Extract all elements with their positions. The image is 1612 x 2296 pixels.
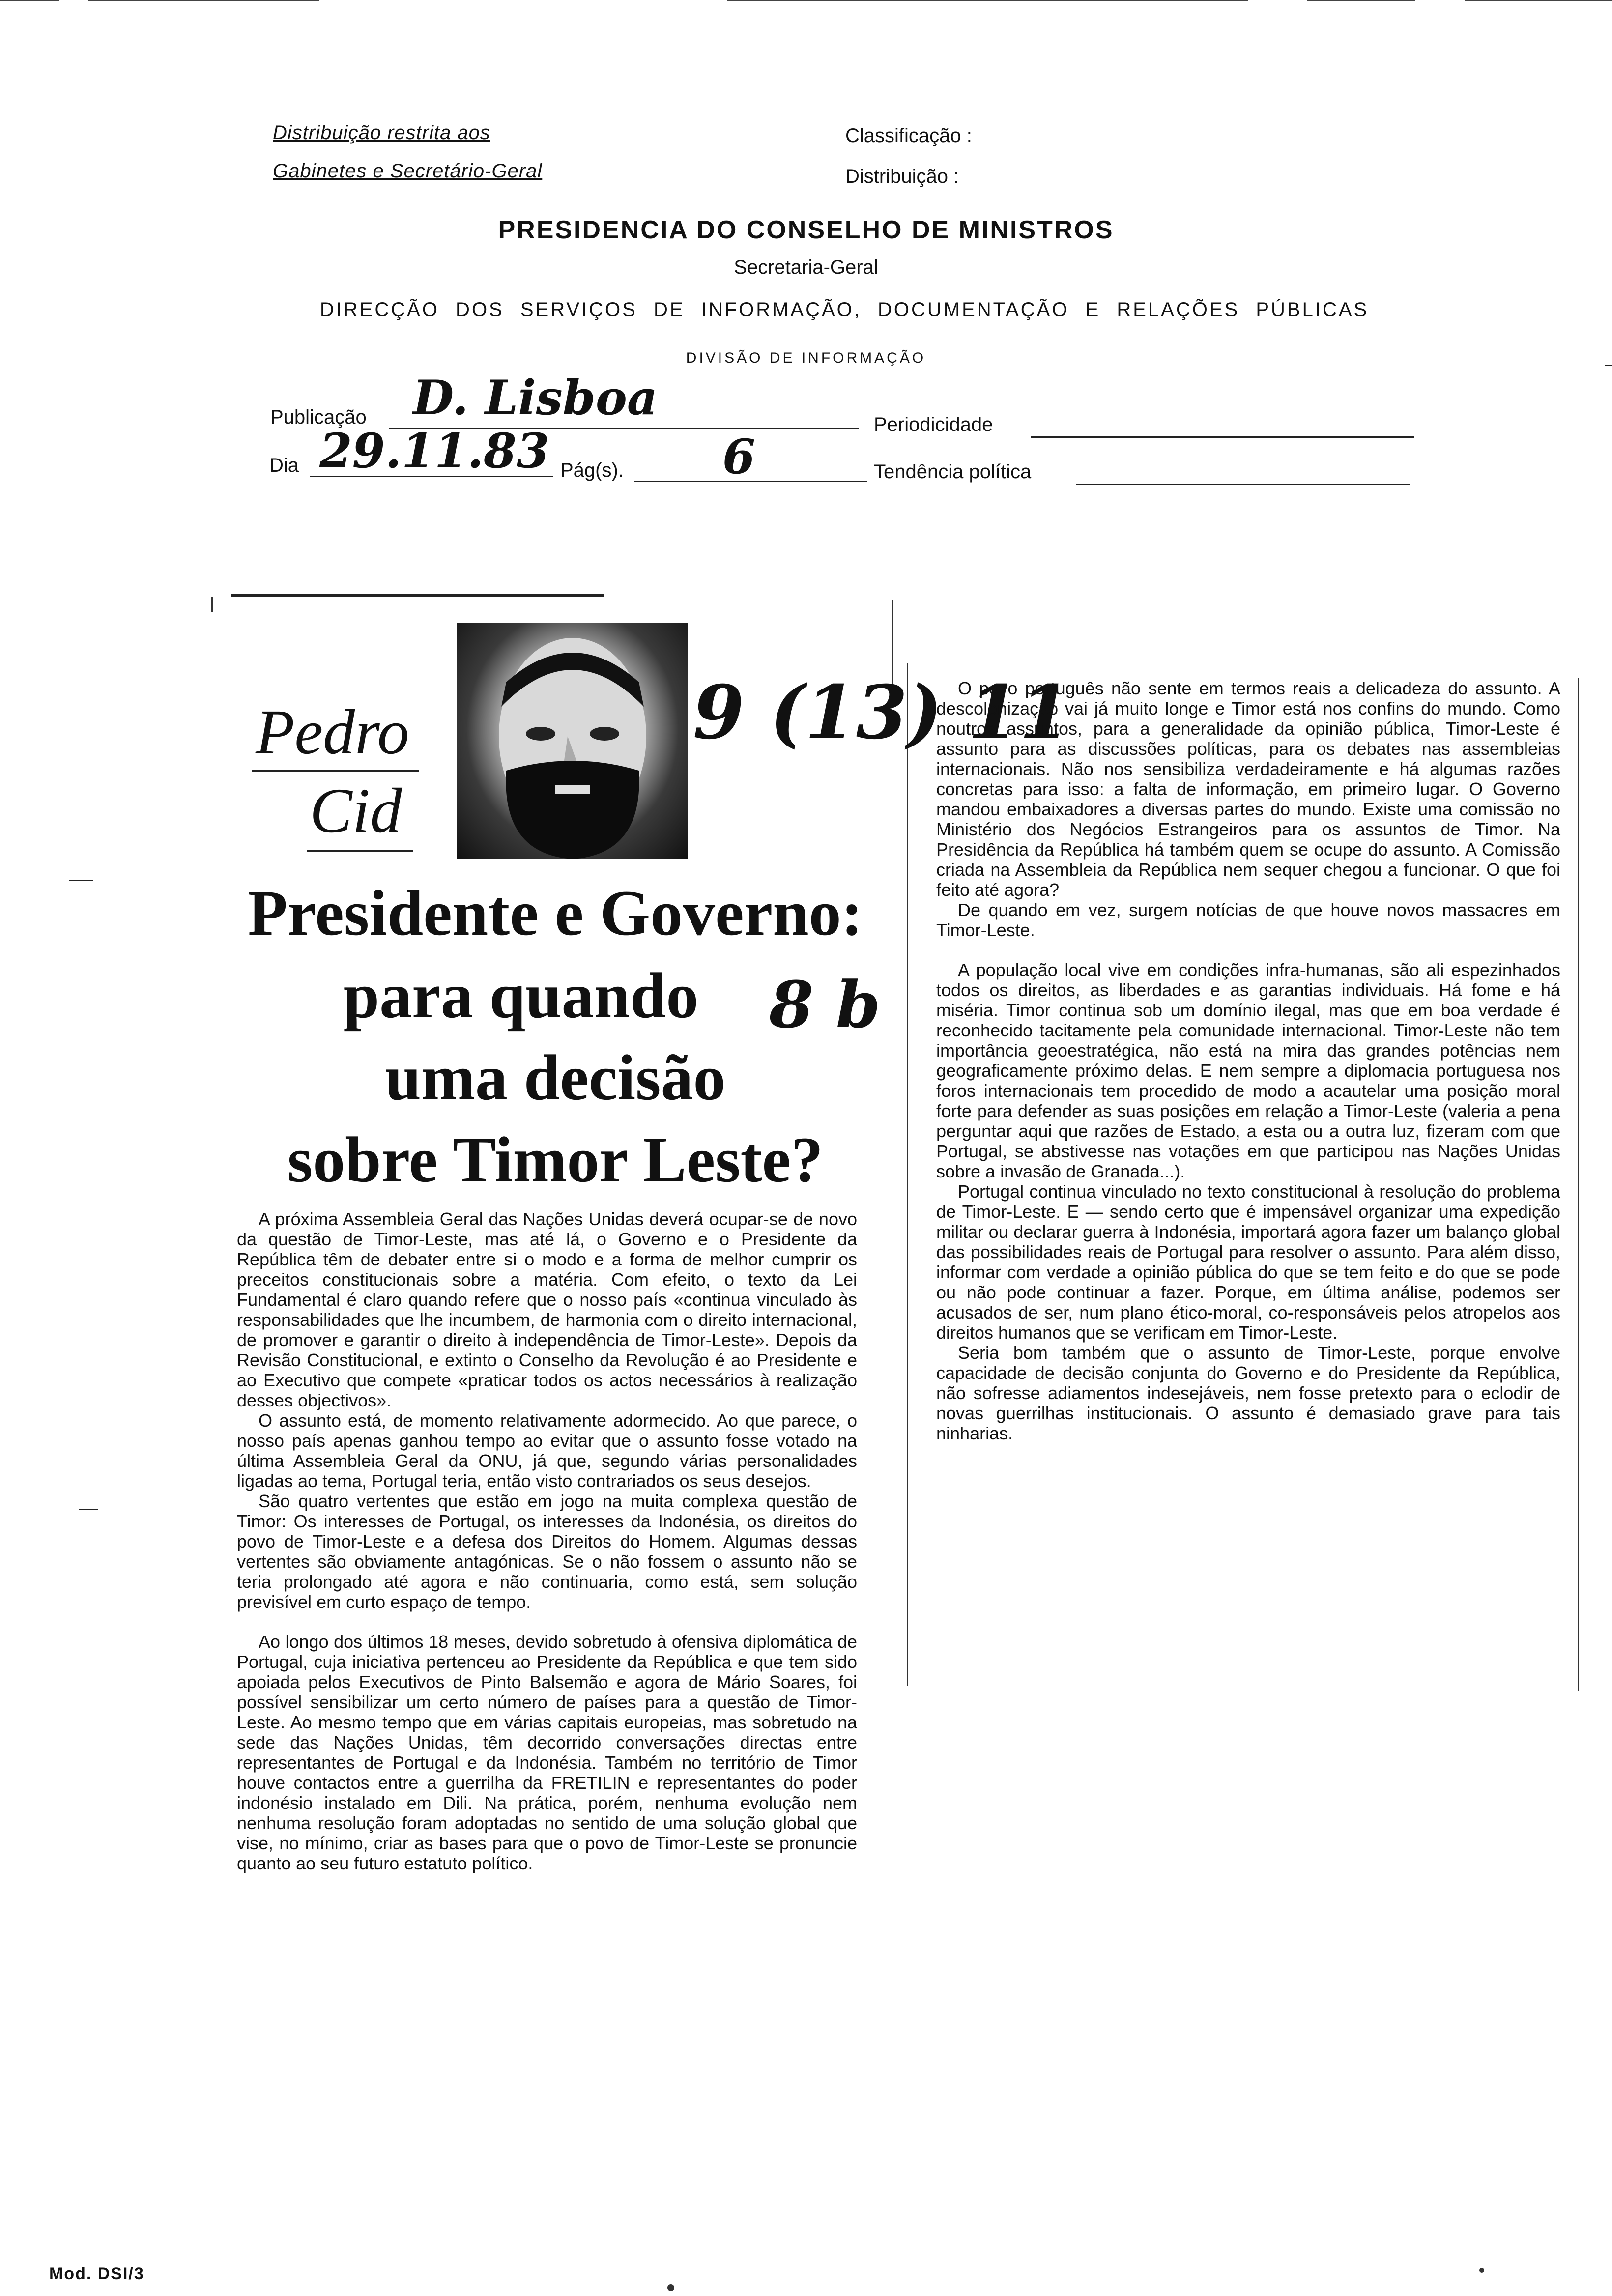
headline-line-2: para quando (343, 959, 699, 1032)
edge-mark (0, 0, 59, 1)
article-paragraph: Seria bom também que o assunto de Timor-Leste, porque envolve capacidade de decisão conjunta do Governo e do Presidente da República, não sofresse adiamentos indesejáveis, nem fosse pretexto para o eclodir de novas guerrilhas institucionais. O assunto é demasiado grave para tais ninharias. (936, 1343, 1560, 1443)
right-edge-rule (1578, 678, 1579, 1691)
margin-mark (1605, 365, 1612, 366)
periodicidade-field-line (1031, 436, 1414, 438)
publicacao-label: Publicação (270, 406, 367, 428)
author-portrait-drawing (457, 623, 688, 859)
article-top-rule (231, 594, 604, 597)
tendencia-label: Tendência política (874, 461, 1032, 483)
handwritten-annotation-headline: 8 b (769, 967, 881, 1042)
author-last-name: Cid (310, 775, 402, 846)
article-paragraph: De quando em vez, surgem notícias de que houve novos massacres em Timor-Leste. (936, 900, 1560, 940)
author-first-name: Pedro (256, 697, 409, 768)
article-paragraph: A próxima Assembleia Geral das Nações Unidas deverá ocupar-se de novo da questão de Timor-Leste, mas até lá, o Governo e o Presidente da República têm de debater entre si o modo e a forma de melhor cumprir os preceitos constitucionais sobre a matéria. Com efeito, o texto da Lei Fundamental é claro quando refere que o nosso país «continua vinculado às responsabilidades que lhe incumbem, de harmonia com o direito internacional, de promover e garantir o direito à independência de Timor-Leste». Depois da Revisão Constitucional, e extinto o Conselho da Revolução é ao Presidente e ao Executivo que compete «praticar todos os actos necessários à realização desses objectivos». (237, 1209, 857, 1410)
edge-mark (1465, 0, 1612, 1)
margin-mark (69, 880, 93, 881)
article-paragraph: Ao longo dos últimos 18 meses, devido sobretudo à ofensiva diplomática de Portugal, cuja iniciativa pertenceu ao Presidente da República e que tem sido apoiada pelos Executivos de Pinto Balsemão e agora de Mário Soares, foi possível sensibilizar um certo número de países para a questão de Timor-Leste. Ao mesmo tempo que em várias capitais europeias, mas sobretudo na sede das Nações Unidas, têm decorrido conversações directas entre representantes de Portugal e da Indonésia. Também no território de Timor houve contactos entre a guerrilha da FRETILIN e representantes do poder indonésio instalado em Dili. Na prática, porém, nenhuma evolução nem nenhuma resolução foram adoptadas no sentido de uma solução global que vise, no mínimo, criar as bases para que o povo de Timor-Leste se pronuncie quanto ao seu futuro estatuto político. (237, 1632, 857, 1873)
pags-handwritten-value: 6 (722, 429, 755, 485)
form-model-code: Mod. DSI/3 (49, 2265, 144, 2283)
edge-mark (1307, 0, 1415, 1)
margin-mark (79, 1509, 98, 1510)
direccao-servicos: DIRECÇÃO DOS SERVIÇOS DE INFORMAÇÃO, DOCUMENTAÇÃO E RELAÇÕES PÚBLICAS (319, 299, 1369, 320)
author-rule-2 (307, 850, 413, 852)
publicacao-handwritten-value: D. Lisboa (413, 370, 658, 426)
distribution-restricted-line1: Distribuição restrita aos (273, 122, 490, 144)
presidencia-title: PRESIDENCIA DO CONSELHO DE MINISTROS (498, 216, 1114, 244)
article-paragraph: A população local vive em condições infra-humanas, são ali espezinhados todos os direitos, as liberdades e as garantias individuais. Há fome e há miséria. Timor continua sob um domínio ilegal, mas que em boa verdade é reconhecido tacitamente pela comunidade internacional. Timor-Leste não tem importância geoestratégica, não está na mira das grandes potências nem geograficamente próximo delas. E nem sempre a diplomacia portuguesa nos foros internacionais tem procedido de modo a acautelar uma posição moral forte para defender as suas posições em relação a Timor-Leste (valeria a pena perguntar aqui que razões de Estado, a esta ou a outra luz, fizeram com que Portugal, se abstivesse nas votações em que participou nas Nações Unidas sobre a invasão de Granada...). (936, 960, 1560, 1181)
article-paragraph: Portugal continua vinculado no texto constitucional à resolução do problema de Timor-Leste. E — sendo certo que é impensável organizar uma expedição militar ou declarar guerra à Indonésia, importará agora fazer um balanço global das possibilidades reais de Portugal para resolver o assunto. Para além disso, informar com verdade a opinião pública do que se tem feito e do que se pode ou não pode continuar a fazer. Porque, em última análise, podemos ser acusados de ser, num plano ético-moral, co-responsáveis pelos atropelos aos direitos humanos que se verificam em Timor-Leste. (936, 1181, 1560, 1343)
article-right-column (936, 678, 1560, 1443)
headline-line-4: sobre Timor Leste? (287, 1123, 824, 1196)
author-photo (457, 623, 688, 859)
dia-handwritten-value: 29.11.83 (319, 423, 549, 479)
author-rule-1 (252, 770, 419, 772)
edge-mark (727, 0, 1248, 1)
article-paragraph: O assunto está, de momento relativamente adormecido. Ao que parece, o nosso país apenas ganhou tempo ao evitar que o assunto fosse votado na última Assembleia Geral da ONU, já que, segundo várias personalidades ligadas ao tema, Portugal teria, então visto contrariados os seus desejos. (237, 1410, 857, 1491)
article-left-column (237, 1209, 857, 1873)
distribution-restricted-line2: Gabinetes e Secretário-Geral (273, 160, 543, 182)
dia-label: Dia (269, 455, 299, 476)
scan-speck (667, 2284, 674, 2291)
headline-line-3: uma decisão (385, 1041, 726, 1114)
article-paragraph: O povo português não sente em termos reais a delicadeza do assunto. A descolonização vai já muito longe e Timor está nos confins do mundo. Como noutros assuntos, para a generalidade da opinião pública, Timor-Leste é assunto para as discussões políticas, para os debates nas assembleias internacionais. Não nos sensibiliza verdadeiramente e há algumas razões concretas para isso: a falta de informação, em primeiro lugar. O Governo mandou embaixadores a diversas partes do mundo. Existe uma comissão no Ministério dos Negócios Estrangeiros para os assuntos de Timor. Na Presidência da República há também quem se ocupe do assunto. A Comissão criada na Assembleia da República nem sequer chegou a funcionar. O que foi feito até agora? (936, 678, 1560, 900)
distribuicao-label: Distribuição : (845, 166, 959, 187)
divisao-informacao: DIVISÃO DE INFORMAÇÃO (686, 350, 926, 366)
tendencia-field-line (1076, 484, 1410, 485)
column-rule (907, 663, 908, 1686)
secretaria-geral: Secretaria-Geral (734, 257, 878, 278)
scan-speck (1479, 2268, 1484, 2273)
pags-label: Pág(s). (560, 459, 624, 481)
article-paragraph: São quatro vertentes que estão em jogo na muita complexa questão de Timor: Os interesses de Portugal, os interesses da Indonésia, os direitos do povo de Timor-Leste e a defesa dos Direitos do Homem. Algumas dessas vertentes são obviamente antagónicas. Se o não fossem o assunto não se teria prolongado até agora e não continuaria, como está, sem solução previsível em curto espaço de tempo. (237, 1491, 857, 1612)
classificacao-label: Classificação : (845, 125, 972, 146)
edge-mark (88, 0, 319, 1)
periodicidade-label: Periodicidade (874, 414, 993, 435)
handwritten-annotation-top: 9 (13) 11 (693, 669, 1071, 756)
headline-line-1: Presidente e Governo: (248, 877, 863, 949)
margin-mark (211, 597, 213, 612)
